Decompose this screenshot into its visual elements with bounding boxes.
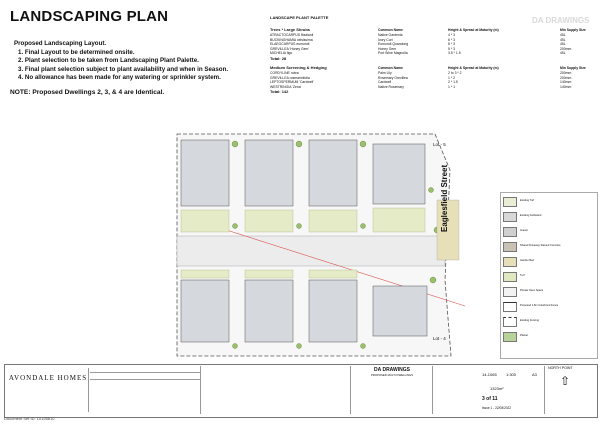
g2-r1-common: Rosemary Grevillea bbox=[378, 75, 408, 80]
identical-note: NOTE: Proposed Dwellings 2, 3, & 4 are Identical. bbox=[10, 89, 165, 96]
note-0: Proposed Landscaping Layout. bbox=[14, 40, 107, 47]
legend-label-9: Planter bbox=[520, 334, 529, 337]
g1-r3-common: Honey Gem bbox=[378, 46, 397, 51]
street-name: Eaglesfield Street bbox=[440, 164, 449, 232]
g1-r3-botanical: GREVILLEA 'Honey Gem' bbox=[270, 46, 309, 51]
project-name: PROPOSED MULTI DWELLINGS bbox=[370, 373, 414, 377]
site-plan bbox=[175, 130, 477, 360]
watermark: DA DRAWINGS bbox=[532, 16, 590, 25]
col-height: Height & Spread at Maturity (m) bbox=[448, 28, 499, 32]
g2-r3-botanical: WESTRINGIA 'Zena' bbox=[270, 84, 302, 89]
g1-r4-botanical: MICHELIA figo bbox=[270, 51, 293, 56]
g2-r2-common: Cardwell bbox=[378, 80, 392, 85]
g2-r0-size: 2 to 3 * 2 bbox=[448, 71, 462, 75]
g1-r1-size: 6 * 3 bbox=[448, 37, 455, 42]
notes bbox=[14, 40, 228, 83]
doc-panel bbox=[352, 366, 433, 414]
g2-r0-botanical: CORDYLINE rubra bbox=[270, 71, 299, 75]
g1-r4-common: Port Wine Magnolia bbox=[378, 51, 408, 56]
legend-label-6: Private Open Space bbox=[520, 289, 544, 292]
g2-r3-supply: 140mm bbox=[560, 84, 572, 89]
legend-label-2: Gravel bbox=[520, 229, 528, 232]
legend-swatch-9 bbox=[503, 332, 517, 342]
legend-swatch-5 bbox=[503, 272, 517, 282]
g1-r3-size: 5 * 3 bbox=[448, 46, 455, 51]
g1-r1-common: Ivory Curl bbox=[378, 37, 393, 42]
note-3: 3. Final plant selection subject to plant availability and when in Season. bbox=[18, 65, 229, 73]
job-number: 14-1065 bbox=[482, 372, 497, 377]
site-area: 1323m² bbox=[490, 386, 504, 391]
legend-swatch-3 bbox=[503, 242, 517, 252]
legend-swatch-2 bbox=[503, 227, 517, 237]
g2-r1-botanical: GREVILLEA rosmarinifolia bbox=[270, 75, 310, 80]
legend-label-7: Proposed 1.8m Colorbond Fence bbox=[520, 304, 559, 307]
group2-title: Medium Screening & Hedging bbox=[270, 65, 327, 70]
sheet-number: 3 of 11 bbox=[482, 396, 498, 402]
palette-title: LANDSCAPE PLANT PALETTE bbox=[270, 15, 329, 20]
page-title: LANDSCAPING PLAN bbox=[10, 8, 169, 25]
g1-r4-size: 3.5 * 1.5 bbox=[448, 51, 461, 56]
issue: Issue 1 - 22/08/2022 bbox=[482, 406, 512, 410]
plant-palette bbox=[270, 16, 590, 111]
col-supply: Min Supply Size bbox=[560, 28, 586, 32]
company-logo: AVONDALE HOMES bbox=[8, 374, 88, 382]
g1-r2-common: Eumundi Quandong bbox=[378, 42, 409, 47]
col-height-2: Height & Spread at Maturity (m) bbox=[448, 66, 499, 70]
g1-r0-supply: 45L bbox=[560, 33, 566, 37]
legend-label-1: Existing hardstand bbox=[520, 214, 542, 217]
legend-swatch-4 bbox=[503, 257, 517, 267]
group2-total: Total: 142 bbox=[270, 88, 289, 94]
g2-r1-size: 1 * 2 bbox=[448, 75, 455, 80]
g1-r4-supply: 45L bbox=[560, 51, 566, 56]
g1-r1-botanical: BUCKINGHAMIA celsissima bbox=[270, 37, 313, 42]
notes-panel bbox=[202, 366, 351, 414]
g1-r2-size: 8 * 3 bbox=[448, 42, 455, 47]
note-4: 4. No allowance has been made for any watering or sprinkler system. bbox=[18, 74, 221, 82]
g2-r2-size: 2 * 1.5 bbox=[448, 80, 458, 85]
legend-label-4: Garden Bed bbox=[520, 259, 534, 262]
g2-r3-size: 1 * 1 bbox=[448, 84, 455, 89]
g2-r0-supply: 200mm bbox=[560, 71, 572, 75]
legend-swatch-1 bbox=[503, 212, 517, 222]
legend-label-0: Existing Turf bbox=[520, 199, 535, 202]
g1-r2-botanical: ELAEOCARPUS eumundi bbox=[270, 42, 310, 47]
col-common-2: Common Name bbox=[378, 66, 403, 70]
g2-r0-common: Palm Lily bbox=[378, 71, 392, 75]
group1-total: Total: 28 bbox=[270, 55, 287, 61]
lot5-label: Lot - 5 bbox=[433, 142, 446, 147]
scale: 1:300 bbox=[506, 372, 517, 377]
g2-r1-supply: 200mm bbox=[560, 75, 572, 80]
note-2: 2. Plant selection to be taken from Landscaping Plant Palette. bbox=[18, 57, 199, 65]
company-panel bbox=[8, 368, 89, 412]
g1-r2-supply: 45L bbox=[560, 42, 566, 47]
g2-r3-common: Native Rosemary bbox=[378, 84, 405, 89]
g1-r1-supply: 45L bbox=[560, 37, 566, 42]
north-label: NORTH POINT bbox=[548, 366, 573, 370]
legend-label-5: Turf bbox=[520, 274, 525, 277]
north-arrow-icon: ⇧ bbox=[560, 374, 571, 388]
group1-title: Trees * Large Shrubs bbox=[270, 27, 311, 32]
note-1: 1. Final Layout to be determined onsite. bbox=[18, 48, 135, 56]
legend-swatch-8 bbox=[503, 317, 517, 327]
g2-r2-supply: 140mm bbox=[560, 80, 572, 85]
project-panel bbox=[434, 366, 545, 414]
legend-swatch-0 bbox=[503, 197, 517, 207]
col-common: Common Name bbox=[378, 28, 403, 32]
sheet-size: A3 bbox=[532, 372, 537, 377]
legend-swatch-6 bbox=[503, 287, 517, 297]
g1-r0-size: 4 * 3 bbox=[448, 33, 455, 37]
col-supply-2: Min Supply Size bbox=[560, 66, 586, 70]
site-plan-drawing bbox=[175, 130, 477, 360]
legend-swatch-7 bbox=[503, 302, 517, 312]
g1-r0-botanical: ATRACTOCARPUS fitzalanii bbox=[270, 33, 314, 37]
legend-label-8: Existing Fencing bbox=[520, 319, 540, 322]
revision-table bbox=[90, 366, 201, 414]
footer-doc-id: Document Set ID: 10195810 bbox=[4, 416, 55, 421]
doc-title: DA DRAWINGS bbox=[374, 367, 410, 373]
g2-r2-botanical: LEPTOSPERMUM 'Cardwell' bbox=[270, 80, 314, 85]
g1-r3-supply: 200mm bbox=[560, 46, 572, 51]
lot4-label: Lot - 4 bbox=[433, 336, 446, 341]
g1-r0-common: Native Gardenia bbox=[378, 33, 403, 37]
legend-label-3: Shared Driveway Stained Concrete bbox=[520, 244, 561, 247]
